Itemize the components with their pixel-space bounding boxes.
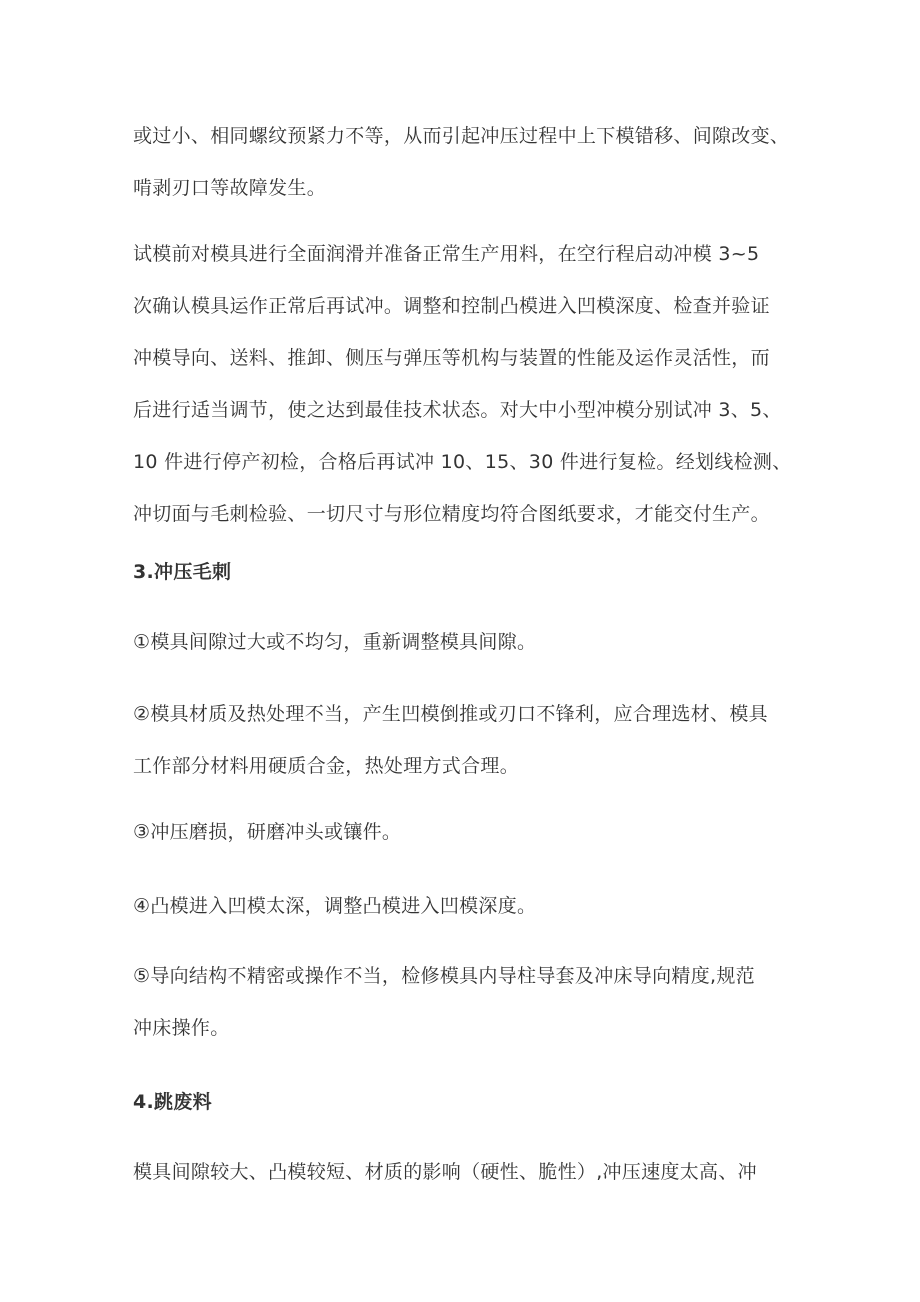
text-line: ①模具间隙过大或不均匀，重新调整模具间隙。 [133, 631, 537, 653]
text-line: ②模具材质及热处理不当，产生凹模倒推或刃口不锋利，应合理选材、模具 [133, 703, 768, 725]
section-heading-slug-pulling [133, 1076, 823, 1128]
list-item-1 [133, 616, 823, 668]
list-item-2 [133, 688, 823, 792]
paragraph-trial-run [133, 228, 823, 540]
text-line: ③冲压磨损，研磨冲头或镶件。 [133, 821, 402, 843]
text-line: 工作部分材料用硬质合金，热处理方式合理。 [133, 755, 520, 777]
list-item-3 [133, 806, 823, 858]
text-line: 试模前对模具进行全面润滑并准备正常生产用料，在空行程启动冲模 3~5 [133, 243, 760, 265]
section-title: 3.冲压毛刺 [133, 561, 232, 583]
text-line: ④凸模进入凹模太深，调整凸模进入凹模深度。 [133, 895, 537, 917]
text-line: 后进行适当调节，使之达到最佳技术状态。对大中小型冲模分别试冲 3、5、 [133, 399, 782, 421]
text-line: 冲模导向、送料、推卸、侧压与弹压等机构与装置的性能及运作灵活性，而 [133, 347, 770, 369]
text-line: 或过小、相同螺纹预紧力不等，从而引起冲压过程中上下模错移、间隙改变、 [133, 125, 790, 147]
text-line: 模具间隙较大、凸模较短、材质的影响（硬性、脆性）,冲压速度太高、冲 [133, 1161, 757, 1183]
section-heading-burr [133, 546, 823, 598]
text-line: 冲切面与毛刺检验、一切尺寸与形位精度均符合图纸要求，才能交付生产。 [133, 503, 770, 525]
paragraph-mold-misalignment [133, 110, 823, 214]
list-item-5 [133, 950, 823, 1054]
list-item-4 [133, 880, 823, 932]
text-line: 啃剥刃口等故障发生。 [133, 177, 327, 199]
text-line: 10 件进行停产初检，合格后再试冲 10、15、30 件进行复检。经划线检测、 [133, 451, 792, 473]
text-line: 次确认模具运作正常后再试冲。调整和控制凸模进入凹模深度、检查并验证 [133, 295, 770, 317]
section-title: 4.跳废料 [133, 1091, 212, 1113]
text-line: 冲床操作。 [133, 1017, 230, 1039]
paragraph-slug-causes [133, 1146, 823, 1198]
text-line: ⑤导向结构不精密或操作不当，检修模具内导柱导套及冲床导向精度,规范 [133, 965, 755, 987]
